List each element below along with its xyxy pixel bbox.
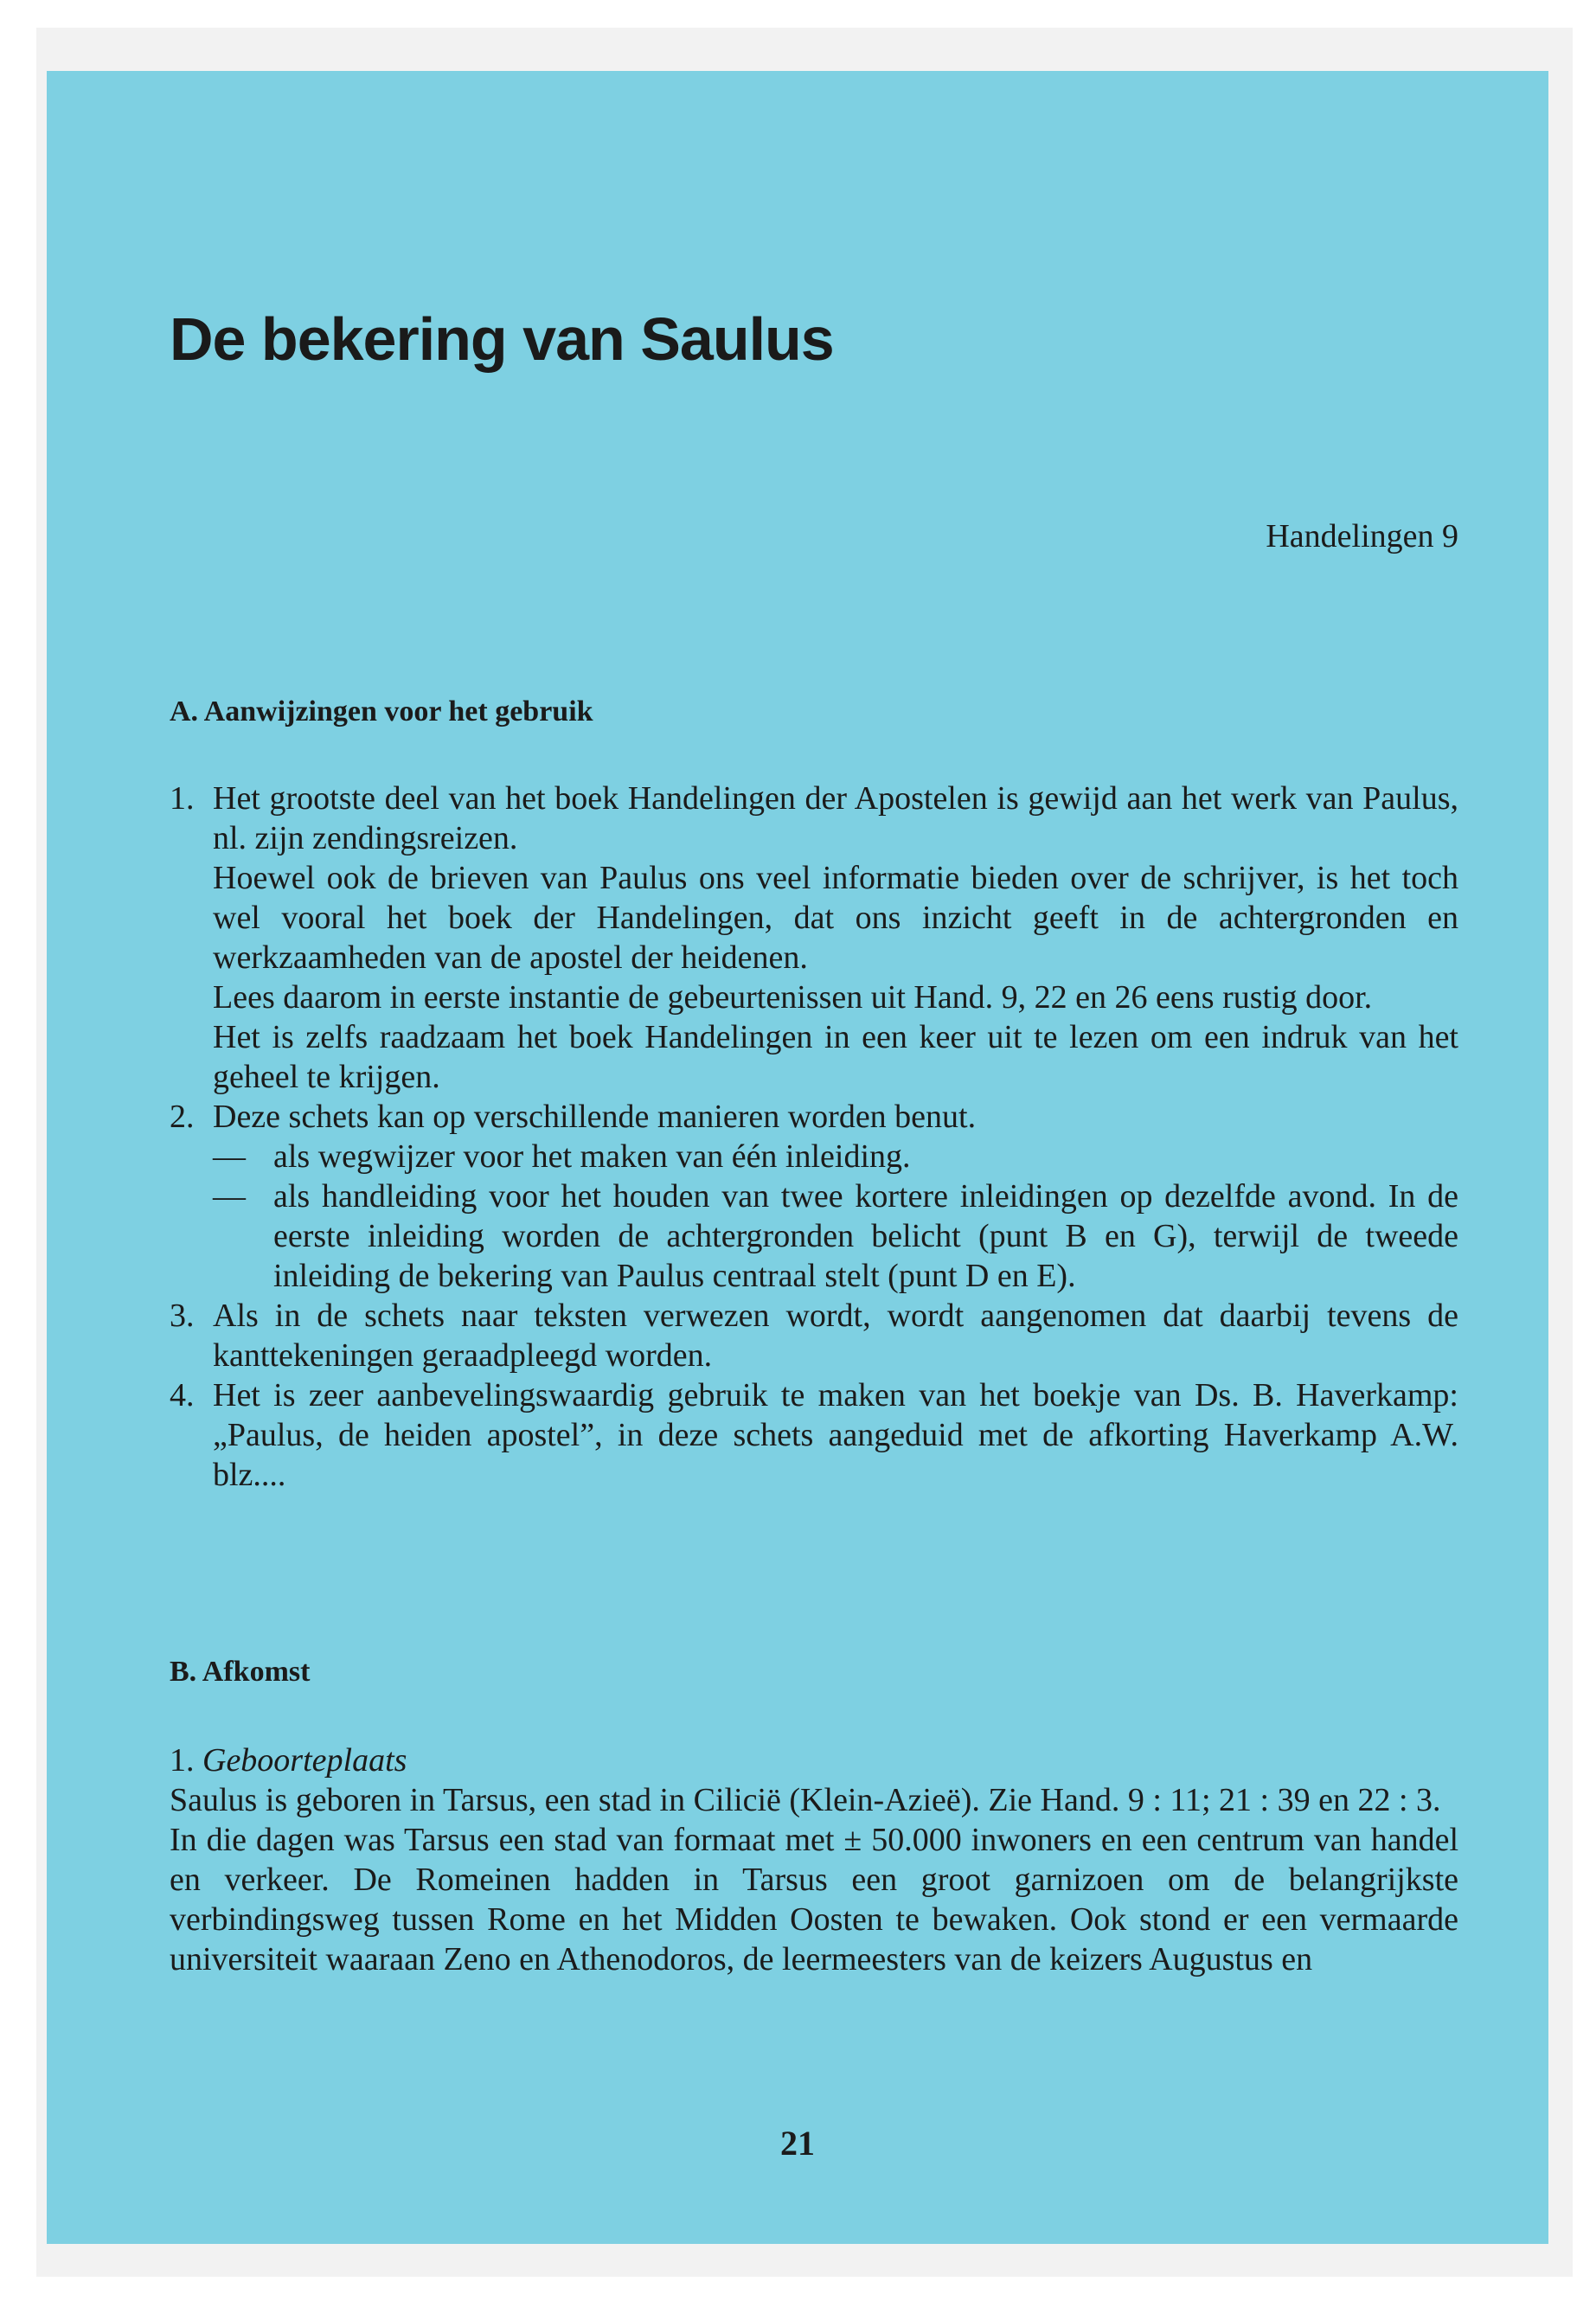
document-page [47, 71, 1548, 2244]
paragraph: Het is zelfs raadzaam het boek Handelingen in een keer uit te lezen om een indruk van het geheel te krijgen. [213, 1019, 1458, 1095]
list-item-2 [170, 1097, 1458, 1296]
dash-item [213, 1176, 1458, 1296]
item-number: 3. [170, 1298, 195, 1334]
item-body [213, 1375, 1458, 1495]
subsection-title: Geboorteplaats [202, 1742, 407, 1779]
item-number: 1. [170, 780, 195, 817]
item-number: 4. [170, 1377, 195, 1413]
list-item-3 [170, 1296, 1458, 1375]
bible-reference: Handelingen 9 [1266, 518, 1458, 554]
subsection-number: 1. [170, 1742, 195, 1779]
paragraph: Het is zeer aanbevelingswaardig gebruik te maken van het boekje van Ds. B. Haverkamp: „Paulus, de heiden apostel”, in deze schets aangeduid met de afkorting Haverkamp A.W. blz.... [213, 1377, 1458, 1493]
paragraph: In die dagen was Tarsus een stad van formaat met ± 50.000 inwoners en een centrum van handel en verkeer. De Romeinen hadden in Tarsus een groot garnizoen om de belangrijkste verbindingsweg tussen Rome en het Midden Oosten te bewaken. Ook stond er een vermaarde universiteit waaraan Zeno en Athenodoros, de leermeesters van de keizers Augustus en [170, 1822, 1458, 1977]
paragraph: Deze schets kan op verschillende manieren worden benut. [213, 1099, 977, 1135]
list-item-1 [170, 779, 1458, 1097]
item-body [213, 779, 1458, 1097]
dash-item [213, 1137, 1458, 1176]
section-b-heading: B. Afkomst [170, 1656, 311, 1688]
paragraph: Lees daarom in eerste instantie de gebeurtenissen uit Hand. 9, 22 en 26 eens rustig door. [213, 979, 1373, 1016]
list-item-4 [170, 1375, 1458, 1495]
paragraph: Saulus is geboren in Tarsus, een stad in Cilicië (Klein-Azieë). Zie Hand. 9 : 11; 21 : 39 en 22 : 3. [170, 1782, 1441, 1818]
section-a-list [170, 779, 1458, 1495]
dash-marker: — [213, 1138, 246, 1175]
paragraph: Hoewel ook de brieven van Paulus ons veel informatie bieden over de schrijver, is het toch wel vooral het boek der Handelingen, dat ons inzicht geeft in de achtergronden en werkzaamheden van de apostel der heidenen. [213, 860, 1458, 976]
dash-marker: — [213, 1178, 246, 1215]
item-body [213, 1097, 1458, 1296]
section-a-heading: A. Aanwijzingen voor het gebruik [170, 695, 593, 727]
dash-text: als handleiding voor het houden van twee kortere inleidingen op dezelfde avond. In de eerste inleiding worden de achtergronden belicht (punt B en G), terwijl de tweede inleiding de bekering van Paulus centraal stelt (punt D en E). [273, 1178, 1458, 1294]
item-number: 2. [170, 1099, 195, 1135]
paragraph: Als in de schets naar teksten verwezen wordt, wordt aangenomen dat daarbij tevens de kanttekeningen geraadpleegd worden. [213, 1298, 1458, 1374]
page-number: 21 [780, 2124, 815, 2163]
paragraph: Het grootste deel van het boek Handelingen der Apostelen is gewijd aan het werk van Paulus, nl. zijn zendingsreizen. [213, 780, 1458, 856]
section-b-body [170, 1740, 1458, 1979]
item-body [213, 1296, 1458, 1375]
subsection-heading [170, 1740, 1458, 1780]
page-title: De bekering van Saulus [170, 305, 834, 373]
dash-text: als wegwijzer voor het maken van één inleiding. [273, 1138, 911, 1175]
